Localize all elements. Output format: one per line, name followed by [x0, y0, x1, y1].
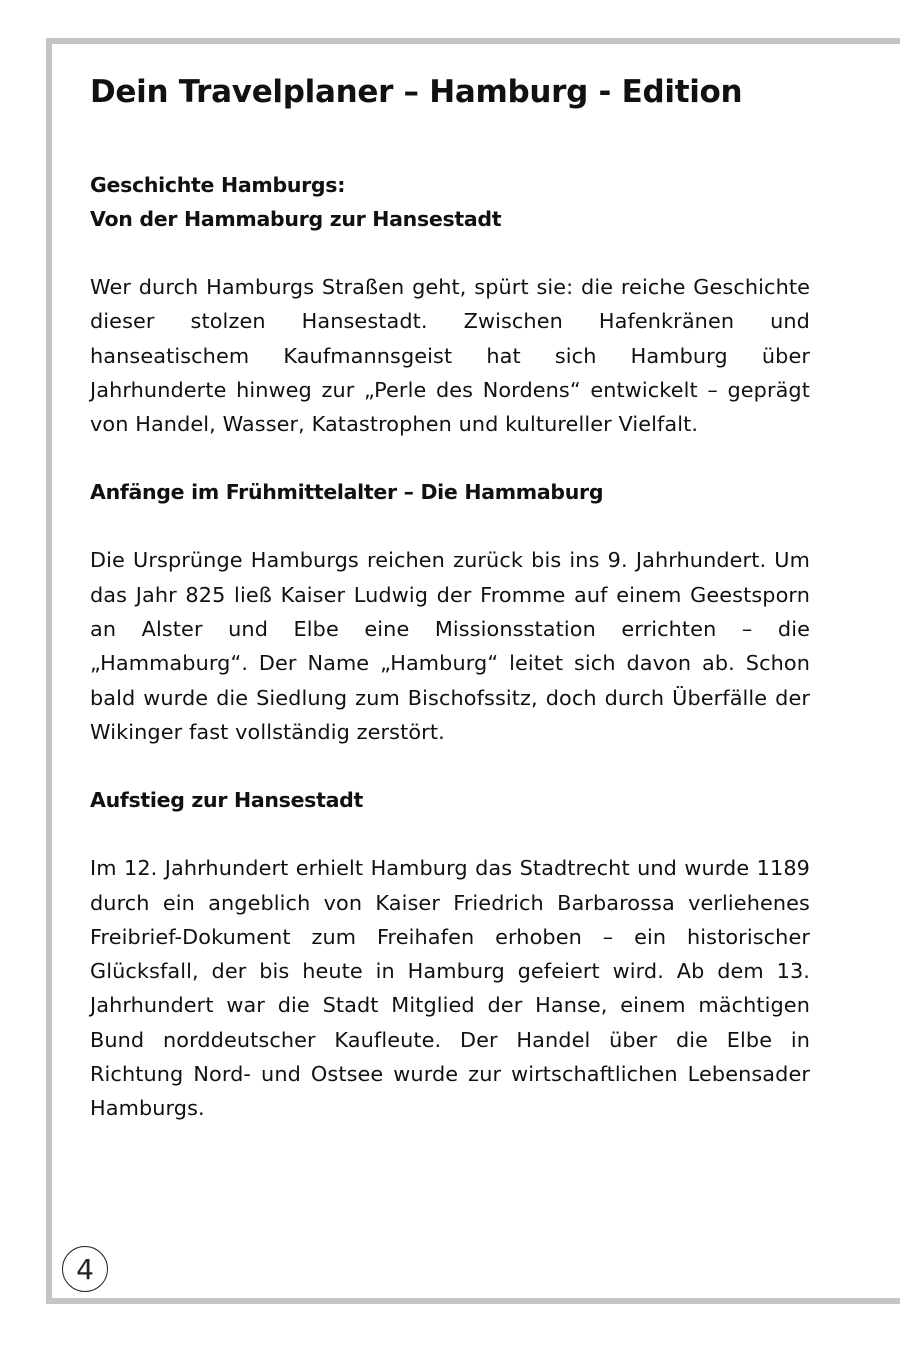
section-paragraph-history: Wer durch Hamburgs Straßen geht, spürt sie: die reiche Geschichte dieser stolzen Hansestadt. Zwischen Hafenkränen und hanseatischem Kaufmannsgeist hat sich Hamburg über Jahrhunderte hinweg zur „Perle des Nordens“ entwickelt – geprägt von Handel, Wasser, Katastrophen und kultureller Vielfalt.: [90, 275, 810, 437]
page-content: [90, 64, 810, 1160]
section-hanseatic-rise: [90, 783, 810, 1125]
section-heading-history: [90, 168, 810, 236]
page-title: Dein Travelplaner – Hamburg - Edition: [90, 74, 743, 110]
section-heading-line: Aufstieg zur Hansestadt: [90, 788, 363, 813]
section-paragraph-early-middle-ages: Die Ursprünge Hamburgs reichen zurück bis ins 9. Jahrhundert. Um das Jahr 825 ließ Kaiser Ludwig der Fromme auf einem Geestsporn an Alster und Elbe eine Missionsstation errichten – die „Hammaburg“. Der Name „Hamburg“ leitet sich davon ab. Schon bald wurde die Siedlung zum Bischofssitz, doch durch Überfälle der Wikinger fast vollständig zerstört.: [90, 548, 810, 744]
section-heading-line: Anfänge im Frühmittelalter – Die Hammaburg: [90, 480, 604, 505]
section-heading-line: Geschichte Hamburgs:: [90, 173, 346, 197]
section-heading-line: Von der Hammaburg zur Hansestadt: [90, 207, 502, 231]
page-number-badge: [62, 1246, 108, 1292]
section-heading-hanseatic-rise: [90, 783, 810, 817]
section-early-middle-ages: [90, 475, 810, 749]
section-paragraph-hanseatic-rise: Im 12. Jahrhundert erhielt Hamburg das Stadtrecht und wurde 1189 durch ein angeblich von Kaiser Friedrich Barbarossa verliehenes Freibrief-Dokument zum Freihafen erhoben – ein historischer Glücksfall, der bis heute in Hamburg gefeiert wird. Ab dem 13. Jahrhundert war die Stadt Mitglied der Hanse, einem mächtigen Bund norddeutscher Kaufleute. Der Handel über die Elbe in Richtung Nord- und Ostsee wurde zur wirtschaftlichen Lebensader Hamburgs.: [90, 856, 810, 1121]
page-number: 4: [76, 1252, 94, 1286]
section-history: [90, 168, 810, 441]
section-heading-early-middle-ages: [90, 475, 810, 509]
